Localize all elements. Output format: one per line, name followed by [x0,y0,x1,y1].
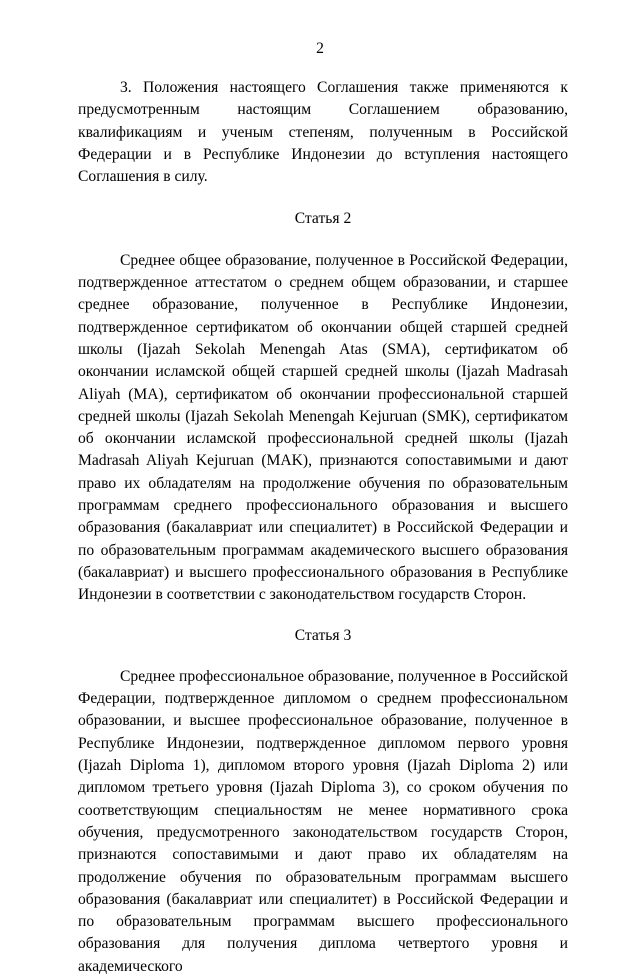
document-body [78,77,568,978]
paragraph-article1-clause3: 3. Положения настоящего Соглашения также применяются к предусмотренным настоящим Соглашением образованию, квалификациям и ученым степеням, полученным в Российской Федерации и в Республике Индонезии до вступления настоящего Соглашения в силу. [78,79,568,186]
article-3-heading: Статья 3 [294,626,352,644]
paragraph-article2: Среднее общее образование, полученное в Российской Федерации, подтвержденное аттестатом о среднем общем образовании, и старшее среднее образование, полученное в Республике Индонезии, подтвержденное сертификатом об окончании общей старшей средней школы (Ijazah Sekolah Menengah Atas (SMA), сертификатом об окончании исламской общей старшей средней школы (Ijazah Madrasah Aliyah (MA), сертификатом об окончании профессиональной старшей средней школы (Ijazah Sekolah Menengah Kejuruan (SMK), сертификатом об окончании исламской профессиональной средней школы (Ijazah Madrasah Aliyah Kejuruan (MAK), признаются сопоставимыми и дают право их обладателям на продолжение обучения по образовательным программам среднего профессионального образования и высшего образования (бакалавриат или специалитет) в Российской Федерации и по образовательным программам академического высшего образования (бакалавриат) и высшего профессионального образования в Республике Индонезии в соответствии с законодательством государств Сторон. [78,251,568,604]
page-number: 2 [316,40,324,57]
article-2-heading: Статья 2 [294,210,352,228]
paragraph-article3: Среднее профессиональное образование, полученное в Российской Федерации, подтвержденное дипломом о среднем профессиональном образовании, и высшее профессиональное образование, полученное в Республике Индонезии, подтвержденное дипломом первого уровня (Ijazah Diploma 1), дипломом второго уровня (Ijazah Diploma 2) или дипломом третьего уровня (Ijazah Diploma 3), со сроком обучения по соответствующим специальностям не менее нормативного срока обучения, предусмотренного законодательством государств Сторон, признаются сопоставимыми и дают право их обладателям на продолжение обучения по образовательным программам высшего образования (бакалавриат или специалитет) в Российской Федерации и по образовательным программам высшего профессионального образования для получения диплома четвертого уровня и академического [78,667,568,975]
